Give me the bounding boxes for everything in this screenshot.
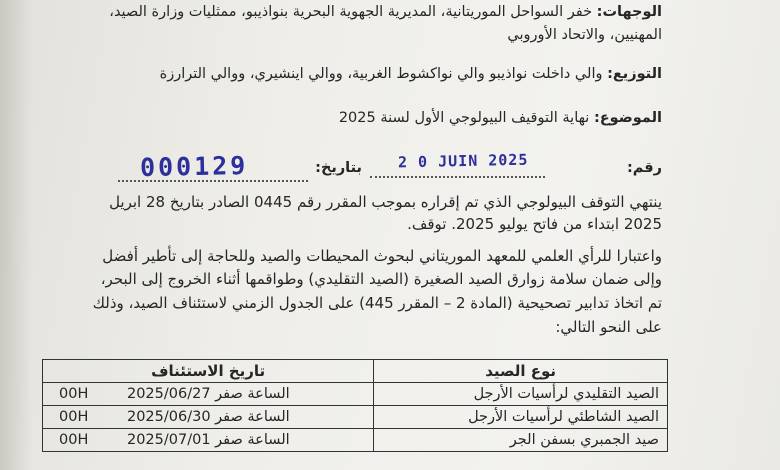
table-cell-type: صيد الجمبري بسفن الجر [374, 429, 668, 452]
paragraph-2-line-4: على النحو التالي: [555, 318, 662, 336]
table-cell-type: الصيد التقليدي لرأسيات الأرجل [374, 383, 668, 406]
date-dots [370, 176, 545, 178]
subject-line [339, 110, 662, 126]
date-value: 2025/07/01 [126, 432, 211, 448]
date-value: 2025/06/27 [126, 386, 211, 402]
date-value: 2025/06/30 [126, 409, 211, 425]
date-label: بتاريخ: [315, 160, 362, 176]
date-stamp: 2 0 JUIN 2025 [397, 150, 529, 172]
table-row [43, 429, 668, 452]
table-header-date: تاريخ الاستئناف [43, 360, 374, 383]
hour-value: 00H [59, 386, 89, 402]
table-header-row [43, 360, 668, 383]
time-label: الساعة صفر [215, 409, 290, 425]
table-row [43, 383, 668, 406]
distribution-line [160, 66, 662, 82]
addressees-text: خفر السواحل الموريتانية، المديرية الجهوية البحرية بنواذيبو، ممثليات وزارة الصيد، [109, 4, 593, 20]
addressees-label: الوجهات: [596, 4, 662, 20]
distribution-text: والي داخلت نواذيبو والي نواكشوط الغربية، ووالي اينشيري، ووالي الترارزة [159, 66, 603, 82]
table-cell-date [43, 429, 374, 452]
addressees-line-2: المهنيين، والاتحاد الأوروبي [507, 27, 662, 43]
paragraph-2-line-2: وإلى ضمان سلامة زوارق الصيد الصغيرة (الصيد التقليدي) وطواقمها أثناء الخروج إلى البحر، [100, 270, 662, 288]
paragraph-1-line-1: ينتهي التوقف البيولوجي الذي تم إقراره بموجب المقرر رقم 0445 الصادر بتاريخ 28 ابريل [109, 193, 662, 211]
number-stamp: 000129 [139, 150, 249, 183]
paragraph-2-line-1: واعتبارا للرأي العلمي للمعهد الموريتاني لبحوث المحيطات والصيد وللحاجة إلى تأطير أفضل [102, 247, 662, 265]
resumption-table [42, 359, 668, 452]
time-label: الساعة صفر [215, 432, 290, 448]
addressees-line [109, 4, 662, 20]
time-label: الساعة صفر [215, 386, 290, 402]
table-cell-date [43, 406, 374, 429]
table-cell-type: الصيد الشاطئي لرأسيات الأرجل [374, 406, 668, 429]
hour-value: 00H [59, 432, 89, 448]
table-cell-date [43, 383, 374, 406]
distribution-label: التوزيع: [607, 66, 662, 82]
subject-text: نهاية التوقيف البيولوجي الأول لسنة 2025 [338, 110, 590, 126]
table-row [43, 406, 668, 429]
subject-label: الموضوع: [593, 110, 662, 126]
page-shadow [0, 0, 32, 470]
table-header-type: نوع الصيد [374, 360, 668, 383]
paragraph-2-line-3: تم اتخاذ تدابير تصحيحية (المادة 2 – المقرر 445) على الجدول الزمني لاستئناف الصيد، وذلك [92, 294, 662, 312]
paragraph-1-line-2: 2025 ابتداء من فاتح يوليو 2025. توقف. [407, 215, 662, 233]
number-label: رقم: [626, 160, 662, 176]
hour-value: 00H [59, 409, 89, 425]
